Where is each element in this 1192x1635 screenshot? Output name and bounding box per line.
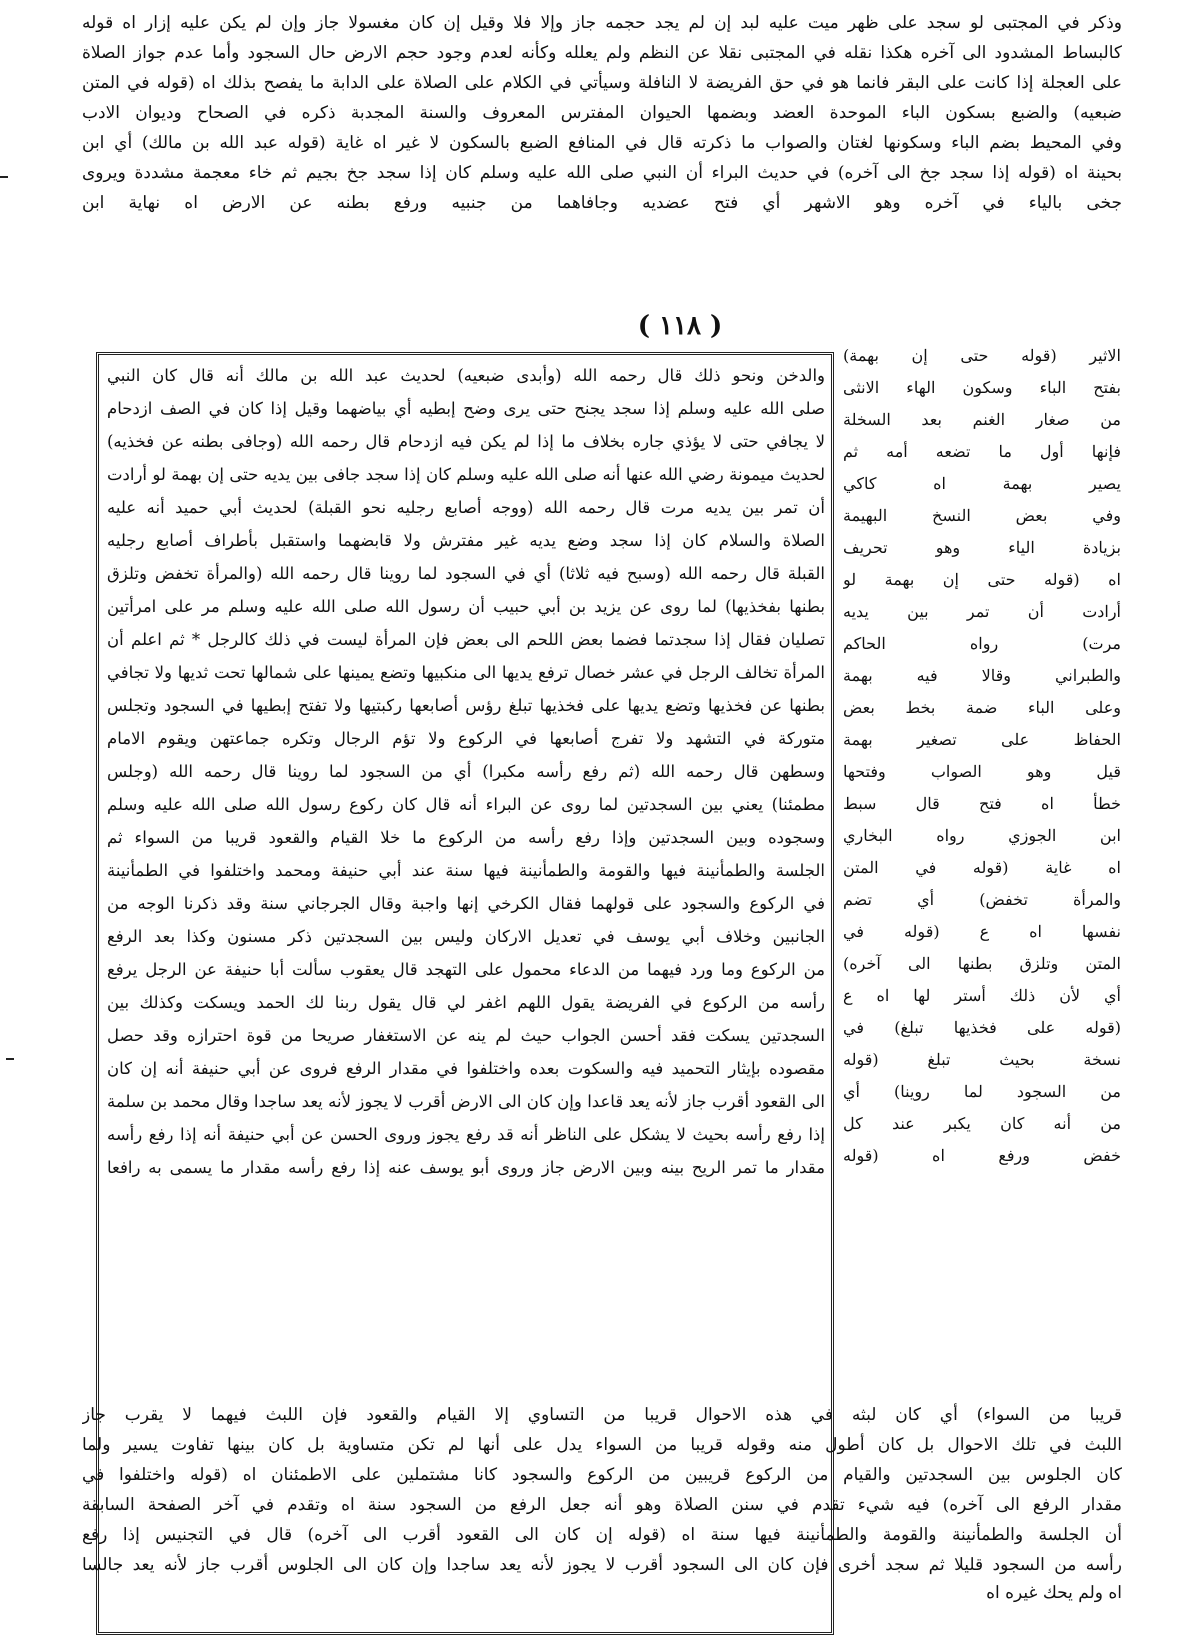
bottom-line: مقدار الرفع الى آخره) فيه شيء تقدم في سنن الصلاة وهو أنه جعل الرفع من السجود سنة اه وتقدم في آخر الصفحة السابقة xyxy=(82,1495,1122,1515)
main-line: لحديث ميمونة رضي الله عنها أنه صلى الله عليه وسلم كان إذا سجد جافى بين يديه حتى إن بهمة لو أرادت xyxy=(107,465,825,484)
main-line: بطنها عن فخذيها وتضع يديها على فخذيها تبلغ رؤس أصابعها ركبتيها ولا تفتح إبطيها في السجود وتجلس xyxy=(107,696,825,715)
main-line: والدخن ونحو ذلك قال رحمه الله (وأبدى ضبعيه) لحديث عبد الله بن مالك أنه قال كان النبي xyxy=(107,366,825,385)
main-line: أن تمر بين يديه مرت قال رحمه الله (ووجه أصابع رجليه نحو القبلة) لحديث أبي حميد أنه عليه xyxy=(107,498,825,517)
top-line: على العجلة إذا كانت على البقر فانما هو في حق الفريضة لا النافلة وسيأتي في الكلام على الصلاة على الدابة ما يفصح بذلك اه (قوله في المتن xyxy=(82,73,1122,93)
main-line: وسجوده وبين السجدتين وإذا رفع رأسه من الركوع ما خلا القيام والقعود قريبا من السواء ثم xyxy=(107,828,825,847)
side-line: من صغار الغنم بعد السخلة xyxy=(843,410,1121,429)
side-line: خفض ورفع اه (قوله xyxy=(843,1146,1121,1165)
top-line: جخى بالياء في آخره وهو الاشهر أي فتح عضديه وجافاهما من جنبيه ورفع بطنه عن الارض اه نهاية ابن xyxy=(82,193,1122,213)
main-line: الصلاة والسلام كان إذا سجد وضع يديه غير مفترش ولا قابضهما واستقبل بأطراف أصابع رجليه xyxy=(107,531,825,550)
side-line: الاثير (قوله حتى إن بهمة) xyxy=(843,346,1121,365)
main-line: في الركوع والسجود على قولهما فقال الكرخي إنها واجبة وقال الجرجاني سنة وقد ذكرنا الوجه من xyxy=(107,894,825,913)
main-line: إذا رفع رأسه بحيث لا يشكل على الناظر أنه قد رفع يجوز وروى الحسن عن أبي حنيفة أنه إذا رفع رأسه xyxy=(107,1125,825,1144)
side-line: من أنه كان يكبر عند كل xyxy=(843,1114,1121,1133)
side-line: بزيادة الياء وهو تحريف xyxy=(843,538,1121,557)
main-line: تصليان فقال إذا سجدتما فضما بعض اللحم الى بعض فإن المرأة ليست في ذلك كالرجل * ثم اعلم أن xyxy=(107,630,825,649)
side-line: بفتح الباء وسكون الهاء الانثى xyxy=(843,378,1121,397)
bottom-line: رأسه من السجود قليلا ثم سجد أخرى فإن كان الى السجود أقرب لا يجوز لأنه يعد ساجدا وإن كان الى الجلوس أقرب جاز لأنه يعد جالسا xyxy=(82,1555,1122,1575)
side-line: قيل وهو الصواب وفتحها xyxy=(843,762,1121,781)
side-line: والمرأة تخفض) أي تضم xyxy=(843,890,1121,909)
side-line: ابن الجوزي رواه البخاري xyxy=(843,826,1121,845)
side-line: نفسها اه ع (قوله في xyxy=(843,922,1121,941)
main-line: السجدتين يسكت فقد أحسن الجواب حيث لم ينه عن الاستغفار صريحا من قوة احترازه وقد حصل xyxy=(107,1026,825,1045)
side-line: نسخة بحيث تبلغ (قوله xyxy=(843,1050,1121,1069)
main-line: مقصوده بإيثار التحميد فيه والسكوت بعده واختلفوا في مقدار الرفع فروى عن أبي حنيفة أنه إن كان xyxy=(107,1059,825,1078)
side-line: المتن وتلزق بطنها الى آخره) xyxy=(843,954,1121,973)
scan-mark xyxy=(0,176,8,178)
main-line: رأسه من الركوع في الفريضة يقول اللهم اغفر لي قال يقول ربنا لك الحمد ويسكت وكذلك بين xyxy=(107,993,825,1012)
side-line: اه غاية (قوله في المتن xyxy=(843,858,1121,877)
main-line: من الركوع وما ورد فيهما من الدعاء محمول على التهجد قال يعقوب سألت أبا حنيفة عن الرجل يرفع xyxy=(107,960,825,979)
side-line: وعلى الباء ضمة بخط بعض xyxy=(843,698,1121,717)
main-line: بطنها بفخذيها) لما روى عن يزيد بن أبي حبيب أن رسول الله صلى الله عليه وسلم مر على امرأتين xyxy=(107,597,825,616)
page-number: ( ١١٨ ) xyxy=(637,311,723,341)
main-line: الجانبين وخلاف أبي يوسف في تعديل الاركان وليس بين السجدتين ذكر مسنون وكذا بعد الرفع xyxy=(107,927,825,946)
top-line: بحينة اه (قوله إذا سجد جخ الى آخره) في حديث البراء أن النبي صلى الله عليه وسلم كان إذا سجد جخ بجيم ثم خاء معجمة مشددة ويروى xyxy=(82,163,1122,183)
main-line: لا يجافي حتى لا يؤذي جاره بخلاف ما إذا لم يكن فيه ازدحام قال رحمه الله (وجافى بطنه عن فخذيه) xyxy=(107,432,825,451)
main-line: مطمئنا) يعني بين السجدتين لما روى عن البراء أنه قال كان ركوع رسول الله صلى الله عليه وسلم xyxy=(107,795,825,814)
bottom-line: أن الجلسة والطمأنينة والقومة والطمأنينة فيها سنة اه (قوله إن كان الى القعود أقرب الى آخره) قال في التجنيس إذا رفع xyxy=(82,1525,1122,1545)
bottom-line: قريبا من السواء) أي كان لبثه في هذه الاحوال قريبا من التساوي إلا القيام والقعود فإن اللبث فيهما لا يقرب جاز xyxy=(82,1405,1122,1425)
side-line: مرت) رواه الحاكم xyxy=(843,634,1121,653)
bottom-line: كان الجلوس بين السجدتين والقيام من الركوع قريبين من الركوع والسجود كانا مشتملين على الاطمئنان اه (قوله واختلفوا في xyxy=(82,1465,1122,1485)
main-line: القبلة قال رحمه الله (وسبح فيه ثلاثا) أي في السجود لما روينا قال رحمه الله (والمرأة تخفض وتلزق xyxy=(107,564,825,583)
main-line: الى القعود أقرب جاز لأنه يعد قاعدا وإن كان الى الارض أقرب لا يجوز لأنه يعد ساجدا وقال محمد بن سلمة xyxy=(107,1092,825,1111)
main-line: متوركة في التشهد ولا تفرج أصابعها في الركوع ولا تؤم الرجال وتكره جماعتهن ويقوم الامام xyxy=(107,729,825,748)
top-line: ضبعيه) والضبع بسكون الباء الموحدة العضد وبضمها الحيوان المفترس المعروف والسنة المجدبة ذكره في الصحاح وديوان الادب xyxy=(82,103,1122,123)
side-line: أرادت أن تمر بين يديه xyxy=(843,602,1121,621)
side-line: وفي بعض النسخ البهيمة xyxy=(843,506,1121,525)
top-line: وفي المحيط بضم الباء وسكونها لغتان والصواب ما ذكرته قال في المنافع الضبع بالسكون لا غير اه غاية (قوله عبد الله بن مالك) أي ابن xyxy=(82,133,1122,153)
side-line: (قوله على فخذيها تبلغ) في xyxy=(843,1018,1121,1037)
main-line: الجلسة والطمأنينة فيها والقومة والطمأنينة فيها سنة عند أبي حنيفة ومحمد واختلفوا في الطمأنينة xyxy=(107,861,825,880)
side-line: الحفاظ على تصغير بهمة xyxy=(843,730,1121,749)
bottom-line: اللبث في تلك الاحوال بل كان أطول منه وقوله قريبا من السواء يدل على أنها لم تكن متساوية بل كان بينها تفاوت يسير ولما xyxy=(82,1435,1122,1455)
side-line: أي لأن ذلك أستر لها اه ع xyxy=(843,986,1121,1005)
main-line: صلى الله عليه وسلم إذا سجد يجنح حتى يرى وضح إبطيه أي بياضهما وقيل إذا كان في الصف ازدحام xyxy=(107,399,825,418)
top-line: وذكر في المجتبى لو سجد على ظهر ميت عليه لبد إن لم يجد حجمه جاز وإلا فلا وقيل إن كان مغسولا جاز وإن لم يكن عليه إزار اه قوله xyxy=(82,13,1122,33)
top-line: كالبساط المشدود الى آخره هكذا نقله في المجتبى نقلا عن النظم ولم يعلله وكأنه لعدم وجود حجم الارض حال السجود وأما عدم جواز الصلاة xyxy=(82,43,1122,63)
side-line: من السجود لما روينا) أي xyxy=(843,1082,1121,1101)
main-line: مقدار ما تمر الريح بينه وبين الارض جاز وروى أبو يوسف عنه إذا رفع رأسه مقدار ما يسمى به رافعا xyxy=(107,1158,825,1177)
side-line: فإنها أول ما تضعه أمه ثم xyxy=(843,442,1121,461)
side-line: خطأ اه فتح قال سبط xyxy=(843,794,1121,813)
main-line: وسطهن قال رحمه الله (ثم رفع رأسه مكبرا) أي من السجود لما روينا قال رحمه الله (وجلس xyxy=(107,762,825,781)
side-line: يصير بهمة اه كاكي xyxy=(843,474,1121,493)
bottom-line: اه ولم يحك غيره اه xyxy=(986,1583,1122,1603)
main-line: المرأة تخالف الرجل في عشر خصال ترفع يديها الى منكبيها وتضع يمينها على شمالها تحت ثديها ولا تجافي xyxy=(107,663,825,682)
side-line: اه (قوله حتى إن بهمة لو xyxy=(843,570,1121,589)
side-line: والطبراني وقالا فيه بهمة xyxy=(843,666,1121,685)
scan-mark xyxy=(6,1058,14,1060)
